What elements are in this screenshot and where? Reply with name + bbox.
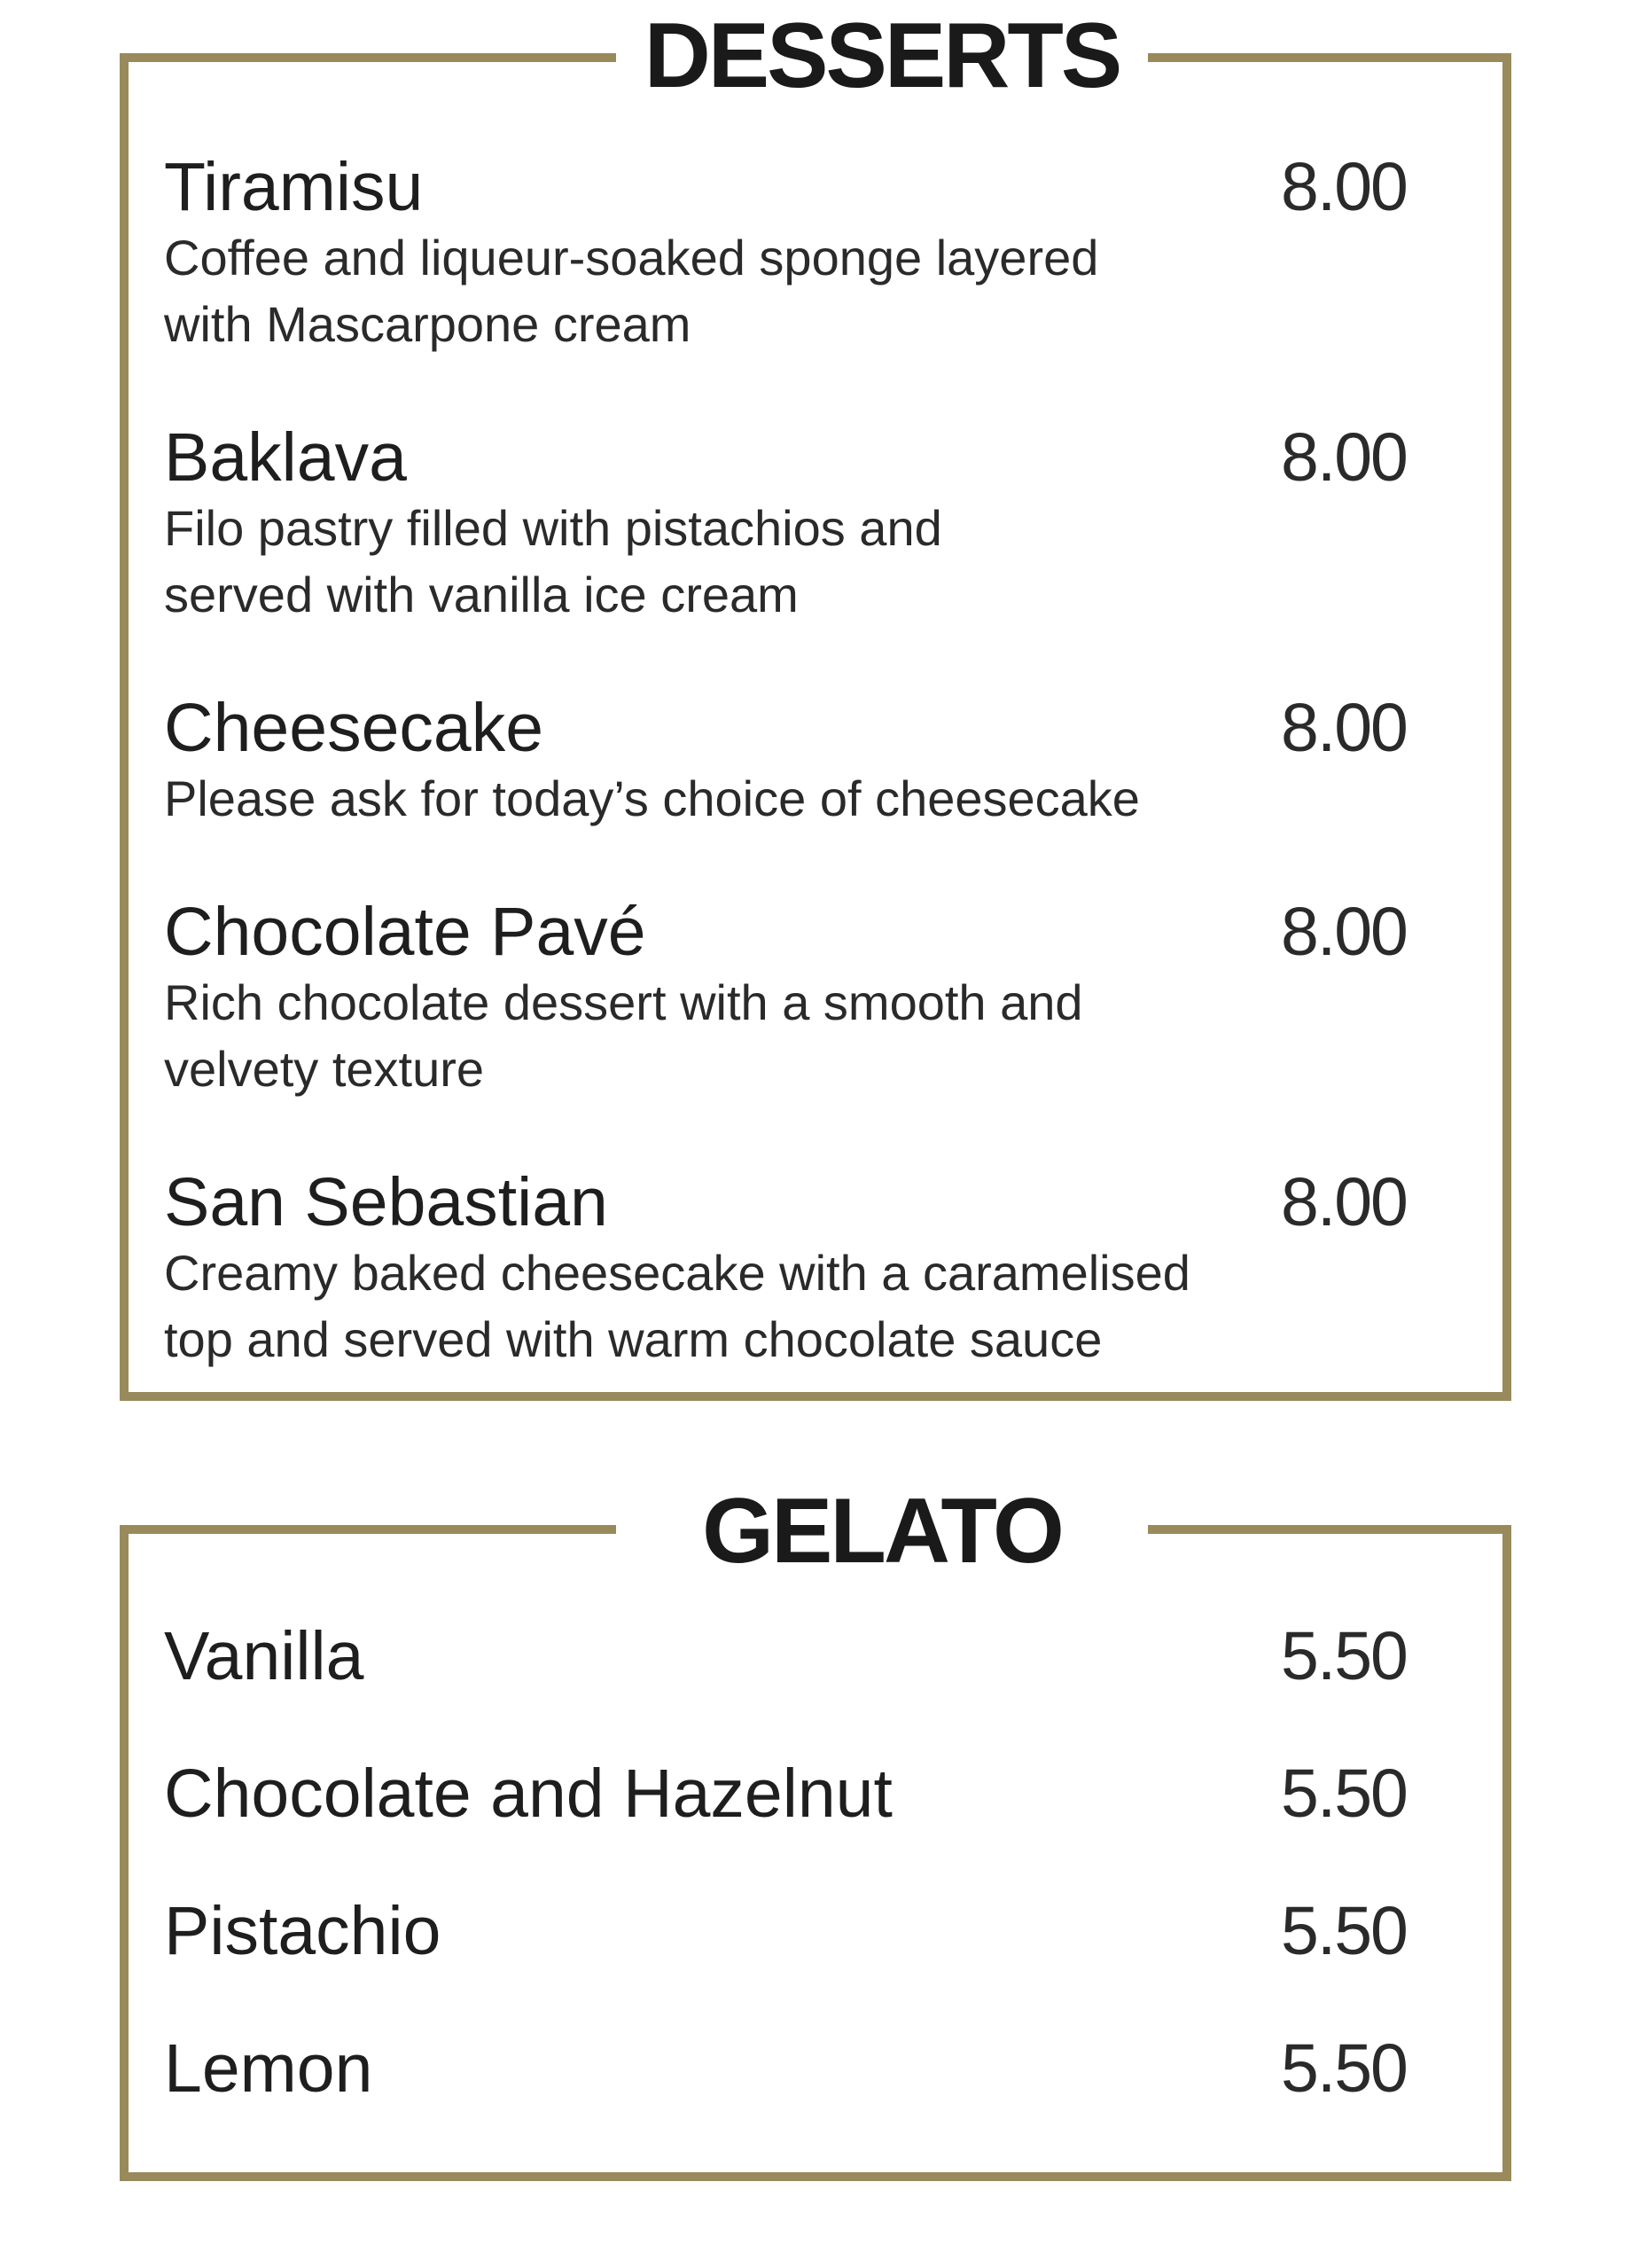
item-description: Coffee and liqueur-soaked sponge layered with Mascarpone cream (164, 230, 1099, 352)
item-price: 8.00 (1281, 894, 1407, 970)
gelato-title: GELATO (616, 1482, 1148, 1580)
item-name: Chocolate Pavé (164, 894, 646, 970)
item-price: 5.50 (1281, 1893, 1407, 1969)
item-description: Rich chocolate dessert with a smooth and velvety texture (164, 974, 1083, 1097)
item-name: San Sebastian (164, 1164, 608, 1240)
item-name: Chocolate and Hazelnut (164, 1756, 893, 1832)
desserts-title: DESSERTS (616, 7, 1148, 105)
item-price: 5.50 (1281, 1618, 1407, 1694)
item-price: 8.00 (1281, 149, 1407, 225)
item-price: 8.00 (1281, 419, 1407, 496)
gelato-section (120, 1480, 1511, 2181)
item-description: Creamy baked cheesecake with a caramelised top and served with warm chocolate sauce (164, 1245, 1190, 1367)
item-name: Cheesecake (164, 690, 544, 766)
item-name: Lemon (164, 2030, 373, 2107)
item-price: 8.00 (1281, 690, 1407, 766)
item-name: Baklava (164, 419, 407, 496)
item-name: Pistachio (164, 1893, 441, 1969)
item-price: 8.00 (1281, 1164, 1407, 1240)
item-name: Vanilla (164, 1618, 364, 1694)
desserts-section (120, 4, 1511, 1401)
item-price: 5.50 (1281, 2030, 1407, 2107)
item-price: 5.50 (1281, 1756, 1407, 1832)
item-description: Please ask for today’s choice of cheesecake (164, 770, 1140, 826)
item-name: Tiramisu (164, 149, 424, 225)
item-description: Filo pastry filled with pistachios and served with vanilla ice cream (164, 500, 942, 622)
